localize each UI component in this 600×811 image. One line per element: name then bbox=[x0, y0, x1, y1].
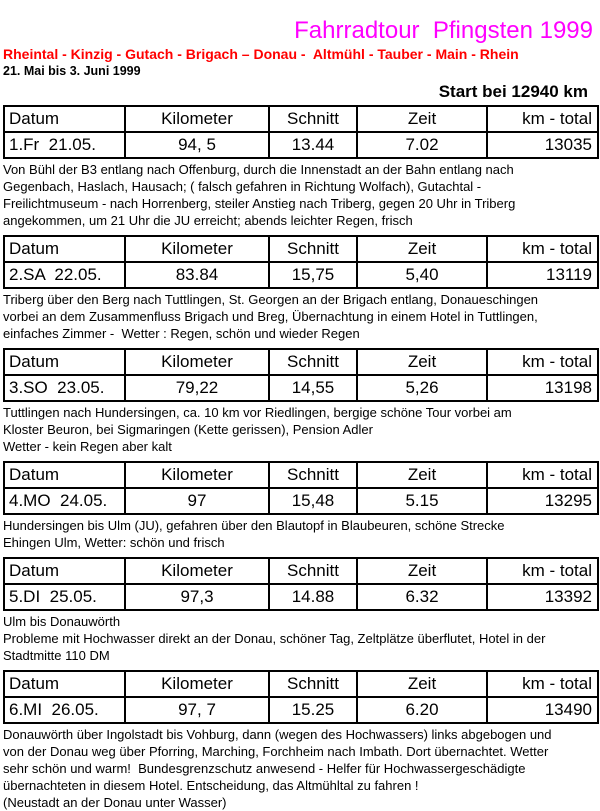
notes-line: Freilichtmuseum - nach Horrenberg, steiler Anstieg nach Triberg, gegen 20 Uhr in Triberg bbox=[3, 196, 516, 211]
table-header-row bbox=[4, 236, 598, 262]
notes-line: Ehingen Ulm, Wetter: schön und frisch bbox=[3, 535, 225, 550]
day-section bbox=[3, 557, 597, 664]
col-header-schnitt: Schnitt bbox=[269, 671, 357, 697]
notes-line: Von Bühl der B3 entlang nach Offenburg, durch die Innenstadt an der Bahn entlang nach bbox=[3, 162, 514, 177]
day-section bbox=[3, 235, 597, 342]
notes-line: Gegenbach, Haslach, Hausach; ( falsch gefahren in Richtung Wolfach), Gutachtal - bbox=[3, 179, 482, 194]
zeit-cell: 6.20 bbox=[357, 697, 487, 723]
datum-cell: 2.SA 22.05. bbox=[4, 262, 125, 288]
datum-cell: 6.MI 26.05. bbox=[4, 697, 125, 723]
datum-cell: 3.SO 23.05. bbox=[4, 375, 125, 401]
notes-line: von der Donau weg über Pforring, Marching, Forchheim nach Imbath. Dort übernachtet. Wetter bbox=[3, 744, 549, 759]
col-header-schnitt: Schnitt bbox=[269, 349, 357, 375]
day-notes bbox=[3, 291, 597, 342]
col-header-datum: Datum bbox=[4, 106, 125, 132]
table-data-row bbox=[4, 697, 598, 723]
day-stats-table bbox=[3, 670, 599, 724]
col-header-datum: Datum bbox=[4, 462, 125, 488]
day-stats-table bbox=[3, 461, 599, 515]
col-header-schnitt: Schnitt bbox=[269, 236, 357, 262]
km-total-cell: 13392 bbox=[487, 584, 598, 610]
start-km-note: Start bei 12940 km bbox=[438, 82, 588, 101]
day-notes bbox=[3, 613, 597, 664]
col-header-km-total: km - total bbox=[487, 462, 598, 488]
col-header-datum: Datum bbox=[4, 558, 125, 584]
col-header-schnitt: Schnitt bbox=[269, 462, 357, 488]
day-notes bbox=[3, 726, 597, 811]
table-header-row bbox=[4, 671, 598, 697]
col-header-schnitt: Schnitt bbox=[269, 106, 357, 132]
day-notes bbox=[3, 161, 597, 229]
notes-line: Kloster Beuron, bei Sigmaringen (Kette gerissen), Pension Adler bbox=[3, 422, 373, 437]
notes-line: sehr schön und warm! Bundesgrenzschutz anwesend - Helfer für Hochwassergeschädigte bbox=[3, 761, 526, 776]
day-section bbox=[3, 461, 597, 551]
col-header-zeit: Zeit bbox=[357, 671, 487, 697]
notes-line: Probleme mit Hochwasser direkt an der Donau, schöner Tag, Zeltplätze überflutet, Hotel in der bbox=[3, 631, 546, 646]
notes-line: angekommen, um 21 Uhr die JU erreicht; abends leichter Regen, frisch bbox=[3, 213, 413, 228]
schnitt-cell: 14,55 bbox=[269, 375, 357, 401]
col-header-zeit: Zeit bbox=[357, 558, 487, 584]
schnitt-cell: 14.88 bbox=[269, 584, 357, 610]
day-section bbox=[3, 348, 597, 455]
schnitt-cell: 15,75 bbox=[269, 262, 357, 288]
table-header-row bbox=[4, 462, 598, 488]
km-total-cell: 13035 bbox=[487, 132, 598, 158]
day-stats-table bbox=[3, 105, 599, 159]
col-header-zeit: Zeit bbox=[357, 349, 487, 375]
day-section bbox=[3, 670, 597, 811]
day-stats-table bbox=[3, 235, 599, 289]
datum-cell: 5.DI 25.05. bbox=[4, 584, 125, 610]
col-header-schnitt: Schnitt bbox=[269, 558, 357, 584]
notes-line: Stadtmitte 110 DM bbox=[3, 648, 110, 663]
table-data-row bbox=[4, 488, 598, 514]
col-header-zeit: Zeit bbox=[357, 106, 487, 132]
table-data-row bbox=[4, 132, 598, 158]
page-title: Fahrradtour Pfingsten 1999 bbox=[294, 17, 593, 44]
km-total-cell: 13198 bbox=[487, 375, 598, 401]
col-header-kilometer: Kilometer bbox=[125, 462, 269, 488]
notes-line: einfaches Zimmer - Wetter : Regen, schön und wieder Regen bbox=[3, 326, 360, 341]
notes-line: vorbei an dem Zusammenfluss Brigach und Breg, Übernachtung in einem Hotel in Tuttlingen, bbox=[3, 309, 538, 324]
col-header-km-total: km - total bbox=[487, 349, 598, 375]
km-total-cell: 13295 bbox=[487, 488, 598, 514]
datum-cell: 1.Fr 21.05. bbox=[4, 132, 125, 158]
day-notes bbox=[3, 517, 597, 551]
table-header-row bbox=[4, 558, 598, 584]
date-range: 21. Mai bis 3. Juni 1999 bbox=[3, 64, 141, 78]
col-header-kilometer: Kilometer bbox=[125, 106, 269, 132]
document-page bbox=[0, 18, 600, 811]
notes-line: Tuttlingen nach Hundersingen, ca. 10 km vor Riedlingen, bergige schöne Tour vorbei am bbox=[3, 405, 512, 420]
col-header-km-total: km - total bbox=[487, 236, 598, 262]
table-data-row bbox=[4, 375, 598, 401]
schnitt-cell: 15,48 bbox=[269, 488, 357, 514]
table-header-row bbox=[4, 349, 598, 375]
route-subtitle: Rheintal - Kinzig - Gutach - Brigach – Donau - Altmühl - Tauber - Main - Rhein bbox=[3, 46, 519, 62]
col-header-kilometer: Kilometer bbox=[125, 349, 269, 375]
table-header-row bbox=[4, 106, 598, 132]
day-notes bbox=[3, 404, 597, 455]
col-header-datum: Datum bbox=[4, 671, 125, 697]
day-stats-table bbox=[3, 557, 599, 611]
kilometer-cell: 94, 5 bbox=[125, 132, 269, 158]
col-header-zeit: Zeit bbox=[357, 236, 487, 262]
col-header-kilometer: Kilometer bbox=[125, 671, 269, 697]
day-sections bbox=[3, 105, 597, 811]
km-total-cell: 13490 bbox=[487, 697, 598, 723]
zeit-cell: 7.02 bbox=[357, 132, 487, 158]
col-header-zeit: Zeit bbox=[357, 462, 487, 488]
zeit-cell: 5,40 bbox=[357, 262, 487, 288]
kilometer-cell: 97 bbox=[125, 488, 269, 514]
col-header-km-total: km - total bbox=[487, 671, 598, 697]
notes-line: übernachteten in diesem Hotel. Entscheidung, das Altmühltal zu fahren ! bbox=[3, 778, 419, 793]
col-header-kilometer: Kilometer bbox=[125, 558, 269, 584]
notes-line: Wetter - kein Regen aber kalt bbox=[3, 439, 172, 454]
notes-line: Hundersingen bis Ulm (JU), gefahren über den Blautopf in Blaubeuren, schöne Strecke bbox=[3, 518, 505, 533]
table-data-row bbox=[4, 584, 598, 610]
schnitt-cell: 13.44 bbox=[269, 132, 357, 158]
kilometer-cell: 79,22 bbox=[125, 375, 269, 401]
day-section bbox=[3, 105, 597, 229]
kilometer-cell: 97,3 bbox=[125, 584, 269, 610]
schnitt-cell: 15.25 bbox=[269, 697, 357, 723]
day-stats-table bbox=[3, 348, 599, 402]
zeit-cell: 6.32 bbox=[357, 584, 487, 610]
km-total-cell: 13119 bbox=[487, 262, 598, 288]
notes-line: Triberg über den Berg nach Tuttlingen, St. Georgen an der Brigach entlang, Donaueschingen bbox=[3, 292, 539, 307]
kilometer-cell: 97, 7 bbox=[125, 697, 269, 723]
notes-line: Donauwörth über Ingolstadt bis Vohburg, dann (wegen des Hochwassers) links abgebogen und bbox=[3, 727, 552, 742]
col-header-km-total: km - total bbox=[487, 558, 598, 584]
zeit-cell: 5,26 bbox=[357, 375, 487, 401]
col-header-datum: Datum bbox=[4, 236, 125, 262]
col-header-kilometer: Kilometer bbox=[125, 236, 269, 262]
kilometer-cell: 83.84 bbox=[125, 262, 269, 288]
datum-cell: 4.MO 24.05. bbox=[4, 488, 125, 514]
notes-line: Ulm bis Donauwörth bbox=[3, 614, 121, 629]
table-data-row bbox=[4, 262, 598, 288]
col-header-km-total: km - total bbox=[487, 106, 598, 132]
notes-line: (Neustadt an der Donau unter Wasser) bbox=[3, 795, 227, 810]
col-header-datum: Datum bbox=[4, 349, 125, 375]
zeit-cell: 5.15 bbox=[357, 488, 487, 514]
